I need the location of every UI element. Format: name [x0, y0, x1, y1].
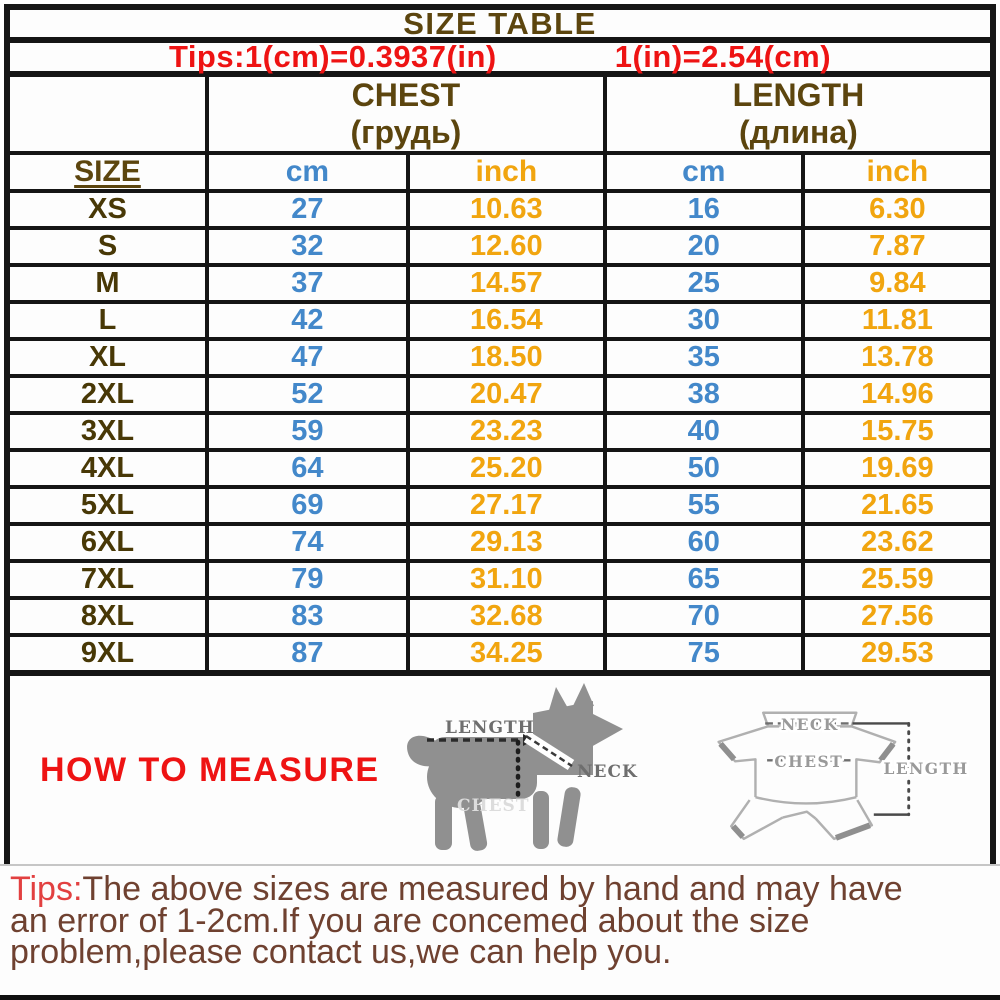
group-header-row — [10, 77, 990, 153]
length-cm-value: 60 — [605, 524, 803, 561]
garment-center-notch — [783, 812, 816, 819]
garment-hem — [755, 797, 856, 803]
length-inch-value: 19.69 — [803, 450, 990, 487]
size-label: 9XL — [10, 635, 207, 670]
dog-front-leg — [533, 791, 549, 849]
chest-cm-value: 79 — [207, 561, 408, 598]
chest-inch-value: 12.60 — [408, 228, 605, 265]
length-inch-value: 23.62 — [803, 524, 990, 561]
length-cm-value: 55 — [605, 487, 803, 524]
footer-tips-label: Tips: — [10, 870, 83, 908]
size-chart-frame — [4, 4, 996, 864]
chest-inch-value: 27.17 — [408, 487, 605, 524]
size-row-s — [10, 228, 990, 265]
size-label: 2XL — [10, 376, 207, 413]
length-cm-value: 70 — [605, 598, 803, 635]
how-to-measure-heading: HOW TO MEASURE — [40, 750, 380, 789]
column-header-length-inch: inch — [803, 153, 990, 191]
sleeve-shaded-edge — [721, 744, 735, 760]
length-inch-value: 15.75 — [803, 413, 990, 450]
length-inch-value: 13.78 — [803, 339, 990, 376]
size-label: 4XL — [10, 450, 207, 487]
chest-cm-value: 69 — [207, 487, 408, 524]
cm-to-inch-note: Tips:1(cm)=0.3937(in) — [168, 39, 497, 74]
length-cm-value: 35 — [605, 339, 803, 376]
size-label: 6XL — [10, 524, 207, 561]
garment-length-label: LENGTH — [883, 758, 969, 778]
length-inch-value: 14.96 — [803, 376, 990, 413]
length-cm-value: 30 — [605, 302, 803, 339]
size-row-6xl — [10, 524, 990, 561]
chest-inch-value: 29.13 — [408, 524, 605, 561]
page-title — [10, 5, 990, 43]
chest-cm-value: 37 — [207, 265, 408, 302]
length-cm-value: 65 — [605, 561, 803, 598]
length-inch-value: 27.56 — [803, 598, 990, 635]
length-inch-value: 21.65 — [803, 487, 990, 524]
length-inch-value: 29.53 — [803, 635, 990, 670]
garment-measure-diagram — [685, 673, 985, 867]
size-row-3xl — [10, 413, 990, 450]
group-header-chest — [207, 77, 605, 153]
dog-front-leg — [556, 786, 581, 848]
chest-inch-value: 25.20 — [408, 450, 605, 487]
column-header-row — [10, 153, 990, 191]
bottom-edge-bar — [0, 995, 1000, 1000]
length-cm-value: 40 — [605, 413, 803, 450]
footer-line-3: problem,please contact us,we can help you. — [10, 933, 672, 971]
chest-header-label: CHEST — [351, 77, 461, 113]
blank-corner-cell — [10, 77, 207, 153]
chest-inch-value: 31.10 — [408, 561, 605, 598]
footer-line-2: an error of 1-2cm.If you are concemed about the size — [10, 901, 810, 940]
chest-inch-value: 10.63 — [408, 191, 605, 228]
size-row-m — [10, 265, 990, 302]
garment-left-sleeve — [719, 726, 768, 797]
size-row-8xl — [10, 598, 990, 635]
dog-snout — [591, 713, 623, 747]
size-label: XL — [10, 339, 207, 376]
size-row-7xl — [10, 561, 990, 598]
column-header-size: SIZE — [10, 153, 207, 191]
inch-to-cm-note: 1(in)=2.54(cm) — [614, 39, 832, 74]
chest-cm-value: 59 — [207, 413, 408, 450]
dog-ear — [572, 683, 594, 708]
dog-hind-leg — [435, 795, 452, 850]
chest-cm-value: 52 — [207, 376, 408, 413]
page-title-text: SIZE TABLE — [403, 5, 597, 41]
chest-cm-value: 74 — [207, 524, 408, 561]
how-to-measure-section — [10, 670, 990, 864]
footer-note — [4, 866, 996, 969]
size-row-xl — [10, 339, 990, 376]
chest-inch-value: 34.25 — [408, 635, 605, 670]
column-header-chest-cm: cm — [207, 153, 408, 191]
unit-conversion-row — [10, 39, 990, 77]
chest-inch-value: 23.23 — [408, 413, 605, 450]
length-cm-value: 50 — [605, 450, 803, 487]
size-row-9xl — [10, 635, 990, 670]
length-inch-value: 6.30 — [803, 191, 990, 228]
size-row-l — [10, 302, 990, 339]
chest-cm-value: 27 — [207, 191, 408, 228]
chest-inch-value: 20.47 — [408, 376, 605, 413]
length-header-label: LENGTH — [732, 77, 865, 113]
footer-line-1: Tips:The above sizes are measured by hand and may have — [10, 870, 903, 908]
dog-length-label: LENGTH — [445, 718, 535, 738]
size-label: M — [10, 265, 207, 302]
chest-header-sublabel: (грудь) — [350, 114, 462, 150]
chest-cm-value: 64 — [207, 450, 408, 487]
length-cm-value: 20 — [605, 228, 803, 265]
garment-chest-label: CHEST — [774, 752, 844, 772]
length-cm-value: 38 — [605, 376, 803, 413]
size-label: L — [10, 302, 207, 339]
length-cm-value: 75 — [605, 635, 803, 670]
size-label: XS — [10, 191, 207, 228]
size-row-4xl — [10, 450, 990, 487]
size-table — [10, 77, 990, 670]
dog-neck-label: NECK — [577, 762, 638, 782]
dog-measure-diagram — [405, 677, 685, 863]
length-cm-value: 25 — [605, 265, 803, 302]
length-inch-value: 11.81 — [803, 302, 990, 339]
length-inch-value: 7.87 — [803, 228, 990, 265]
chest-cm-value: 87 — [207, 635, 408, 670]
size-row-2xl — [10, 376, 990, 413]
garment-neck-label: NECK — [780, 715, 839, 735]
length-cm-value: 16 — [605, 191, 803, 228]
size-label: 7XL — [10, 561, 207, 598]
sleeve-shaded-edge — [881, 744, 894, 760]
length-inch-value: 25.59 — [803, 561, 990, 598]
group-header-length — [605, 77, 990, 153]
size-label: S — [10, 228, 207, 265]
size-label: 5XL — [10, 487, 207, 524]
chest-inch-value: 18.50 — [408, 339, 605, 376]
chest-inch-value: 14.57 — [408, 265, 605, 302]
size-label: 8XL — [10, 598, 207, 635]
flap-shaded-edge — [836, 825, 870, 838]
length-header-sublabel: (длина) — [739, 114, 858, 150]
column-header-length-cm: cm — [605, 153, 803, 191]
chest-cm-value: 32 — [207, 228, 408, 265]
size-row-5xl — [10, 487, 990, 524]
chest-cm-value: 47 — [207, 339, 408, 376]
length-inch-value: 9.84 — [803, 265, 990, 302]
column-header-chest-inch: inch — [408, 153, 605, 191]
dog-chest-label: CHEST — [457, 796, 530, 816]
chest-inch-value: 32.68 — [408, 598, 605, 635]
chest-inch-value: 16.54 — [408, 302, 605, 339]
chest-cm-value: 83 — [207, 598, 408, 635]
flap-shaded-edge — [733, 826, 743, 837]
size-row-xs — [10, 191, 990, 228]
size-label: 3XL — [10, 413, 207, 450]
chest-cm-value: 42 — [207, 302, 408, 339]
